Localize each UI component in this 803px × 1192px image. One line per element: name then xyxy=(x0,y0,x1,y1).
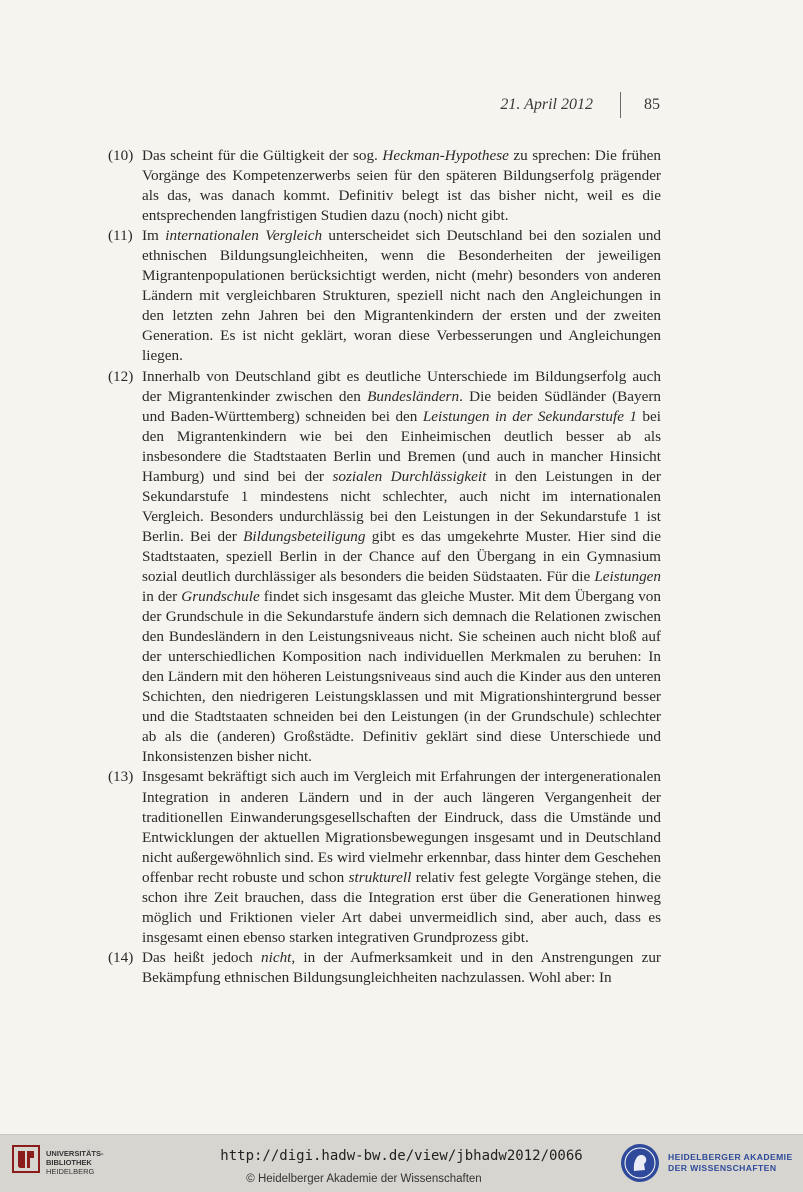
academy-name-line1: HEIDELBERGER AKADEMIE xyxy=(668,1152,793,1162)
text-run: gibt es das umgekehrte Muster. Hier sind die Stadtstaaten, speziell Berlin in der Chance auf den Übergang in ein Gymnasium sozial deutlich durchlässiger als besonders die beiden Südstaaten. Für die xyxy=(142,527,661,585)
text-run: unterscheidet sich Deutschland bei den sozialen und ethnischen Bildungsungleichheiten, wenn die Besonderheiten der jeweiligen Migrantenpopulationen berücksichtigt werden, nicht (mehr) besonders von anderen Ländern mit vergleichbaren Strukturen, speziell nicht nach den Angleichungen in den letzten zehn Jahren bei den Migrantenkindern der ersten und der zweiten Generation. Es ist nicht geklärt, woran diese Verbesserungen und Angleichungen liegen. xyxy=(142,227,662,365)
academy-seal-icon xyxy=(620,1143,660,1183)
text-run: bei den Migrantenkindern wie bei den Einheimischen deutlich besser ab als insbesondere die Stadtstaaten Berlin und Bremen (und auch in mancher Hinsicht Hamburg) und sind bei der xyxy=(142,407,661,485)
italic-emphasis: Leistungen xyxy=(594,567,661,585)
paragraph-text xyxy=(142,949,661,986)
paragraph-number: (13) xyxy=(108,768,134,786)
paragraph-number: (12) xyxy=(108,367,134,385)
italic-emphasis: Heckman-Hypothese xyxy=(382,147,509,164)
text-run: relativ fest gelegte Vorgänge stehen, die schon ihre Zeit brauchen, dass die Integration erst über die Generationen hinweg möglich und Friktionen vieler Art dabei unvermeidlich sind, aber auch, dass es insgesamt einen ebenso starken integrativen Grundprozess gibt. xyxy=(142,868,661,946)
text-run: Das scheint für die Gültigkeit der sog. xyxy=(142,147,383,164)
page-number: 85 xyxy=(644,96,660,113)
numbered-paragraph xyxy=(108,767,661,947)
paragraph-text xyxy=(142,227,661,364)
paragraph-text xyxy=(142,147,661,224)
paragraph-number: (14) xyxy=(108,948,134,966)
numbered-paragraph xyxy=(108,146,661,226)
library-name-line1: UNIVERSITÄTS- xyxy=(46,1149,104,1158)
copyright-notice: © Heidelberger Akademie der Wissenschaften xyxy=(246,1173,482,1185)
text-run: in den Leistungen in der Sekundarstufe 1 mindestens nicht schlechter, auch nicht im internationalen Vergleich. Besonders undurchlässig bei den Leistungen in der Sekundarstufe 1 ist Berlin. Bei der xyxy=(142,467,661,545)
text-run: Insgesamt bekräftigt sich auch im Vergleich mit Erfahrungen der intergenerationalen Integration in anderen Ländern und in der auch längeren Vergangenheit der traditionellen Einwanderungsgesellschaften der Eindruck, dass die Umstände und Entwicklungen der aktuellen Migrationsbewegungen insgesamt und in Deutschland nicht außergewöhnlich sind. Es wird vielmehr erkennbar, dass hinter dem Geschehen offenbar recht robuste und schon xyxy=(142,768,661,886)
italic-emphasis: Bundesländern xyxy=(367,387,460,405)
text-run: in der xyxy=(142,588,182,606)
paragraph-number: (10) xyxy=(108,147,134,164)
italic-emphasis: Bildungsbeteiligung xyxy=(243,527,366,545)
header-date: 21. April 2012 xyxy=(500,96,593,113)
text-run: . Die beiden Südländer (Bayern und Baden-Württemberg) schneiden bei den xyxy=(142,387,661,425)
italic-emphasis: Grundschule xyxy=(181,588,260,606)
text-run: zu sprechen: Die frühen Vorgänge des Kompetenzerwerbs seien für den späteren Bildungserfolg prägender als das, was danach kommt. Definitiv belegt ist das bisher nicht, weil es die entsprechenden langfristigen Studien dazu (noch) nicht gibt. xyxy=(142,147,662,225)
text-run: Im xyxy=(142,227,166,245)
text-run: Das heißt jedoch xyxy=(142,948,262,966)
paragraph-number: (11) xyxy=(108,227,133,245)
text-run: , in der Aufmerksamkeit und in den Anstrengungen zur Bekämpfung ethnischen Bildungsungleichheiten nachzulassen. Wohl aber: In xyxy=(142,948,661,986)
text-run: findet sich insgesamt das gleiche Muster. Mit dem Übergang von der Grundschule in die Sekundarstufe ändern sich demnach die Relationen zwischen den Bundesländern in den Leistungsniveaus nicht. Sie scheinen auch nicht bloß auf der unterschiedlichen Komposition nach individuellen Merkmalen zu beruhen: In den Ländern mit den höheren Leistungsniveaus sind auch die Kinder aus den unteren Schichten, den niedrigeren Leistungsklassen und mit Migrationshintergrund besser und die Stadtstaaten schneiden bei den Leistungen (in der Grundschule) schlechter ab als die (anderen) Großstädte. Definitiv geklärt sind diese Unterschiede und Inkonsistenzen bisher nicht. xyxy=(142,588,661,766)
text-run: Innerhalb von Deutschland gibt es deutliche Unterschiede im Bildungserfolg auch der Migrantenkinder zwischen den xyxy=(142,367,661,405)
paragraph-text xyxy=(142,768,661,945)
numbered-paragraph xyxy=(108,226,661,366)
academy-name xyxy=(668,1152,793,1174)
academy-name-line2: DER WISSENSCHAFTEN xyxy=(668,1163,777,1173)
page-header xyxy=(0,92,803,122)
numbered-paragraph xyxy=(108,367,661,768)
library-name-line3: HEIDELBERG xyxy=(46,1167,95,1176)
italic-emphasis: nicht xyxy=(261,948,292,966)
body-text xyxy=(108,146,661,988)
footer-bar xyxy=(0,1134,803,1192)
library-name-line2: BIBLIOTHEK xyxy=(46,1158,92,1167)
permalink-url[interactable]: http://digi.hadw-bw.de/view/jbhadw2012/0066 xyxy=(220,1148,583,1164)
header-divider xyxy=(620,92,621,118)
numbered-paragraph xyxy=(108,948,661,988)
italic-emphasis: Leistungen in der Sekundarstufe 1 xyxy=(422,407,637,425)
paragraph-text xyxy=(142,368,661,766)
italic-emphasis: internationalen Vergleich xyxy=(165,227,323,245)
italic-emphasis: strukturell xyxy=(348,868,412,886)
italic-emphasis: sozialen Durchlässigkeit xyxy=(332,467,487,485)
